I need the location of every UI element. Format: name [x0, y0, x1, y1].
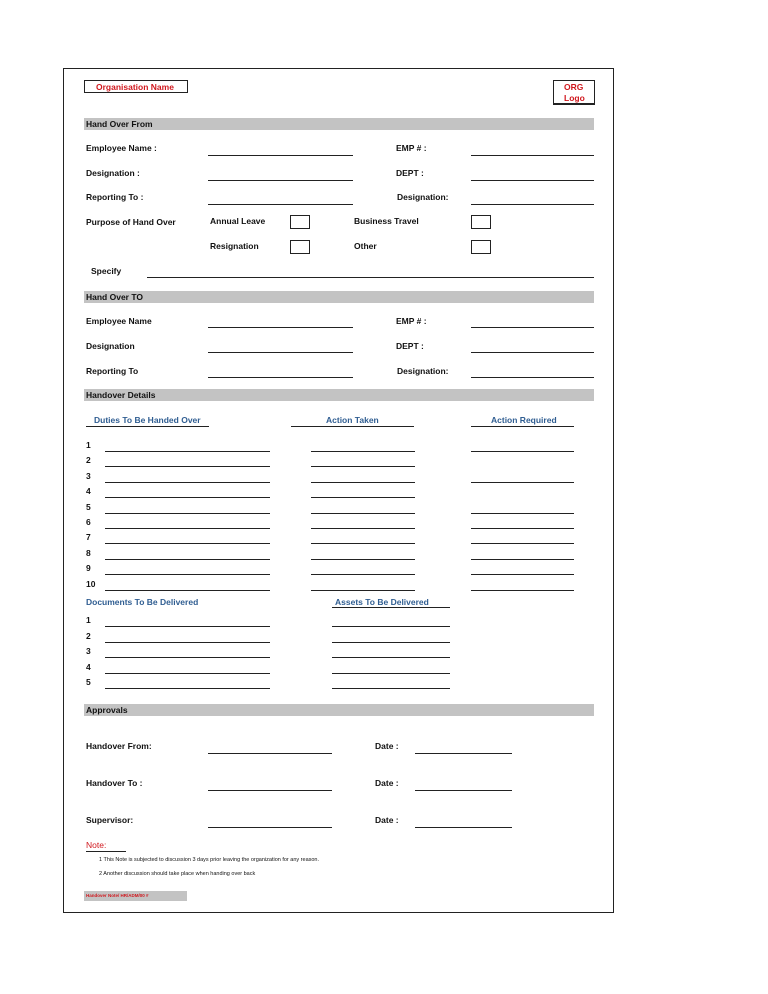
field-to-emp-no[interactable]: [471, 327, 594, 328]
duty-line[interactable]: [105, 497, 270, 498]
duty-row-number: 3: [86, 470, 91, 481]
label-supervisor: Supervisor:: [86, 815, 134, 825]
col-header-action-taken-underline: [291, 426, 414, 427]
document-line[interactable]: [105, 688, 270, 689]
checkbox-other[interactable]: [471, 240, 491, 254]
field-to-designation[interactable]: [208, 352, 353, 353]
action-required-line[interactable]: [471, 451, 574, 452]
checkbox-business-travel[interactable]: [471, 215, 491, 229]
action-taken-line[interactable]: [311, 590, 415, 591]
label-dept: DEPT :: [396, 168, 424, 178]
duty-row-number: 10: [86, 578, 96, 589]
section-hand-over-from: [84, 118, 594, 130]
asset-line[interactable]: [332, 688, 450, 689]
col-header-action-taken: Action Taken: [326, 415, 379, 425]
duty-row-number: 8: [86, 547, 91, 558]
duty-row-number: 9: [86, 563, 91, 574]
field-emp-no[interactable]: [471, 155, 594, 156]
label-purpose: Purpose of Hand Over: [86, 217, 176, 227]
note-line-2: 2 Another discussion should take place when handing over back: [99, 871, 256, 877]
section-title: Hand Over TO: [86, 292, 143, 302]
duty-line[interactable]: [105, 528, 270, 529]
action-taken-line[interactable]: [311, 574, 415, 575]
doc-row-number: 2: [86, 630, 91, 641]
field-designation-2[interactable]: [471, 204, 594, 205]
asset-line[interactable]: [332, 657, 450, 658]
duty-row-number: 2: [86, 455, 91, 466]
col-header-duties-underline: [86, 426, 209, 427]
label-other: Other: [354, 241, 377, 251]
field-reporting-to[interactable]: [208, 204, 353, 205]
document-line[interactable]: [105, 657, 270, 658]
action-taken-line[interactable]: [311, 451, 415, 452]
label-reporting-to: Reporting To :: [86, 192, 144, 202]
label-to-designation: Designation: [86, 341, 135, 351]
form-border: [63, 68, 614, 913]
duty-line[interactable]: [105, 559, 270, 560]
document-line[interactable]: [105, 642, 270, 643]
org-logo-line2: Logo: [564, 93, 585, 103]
field-to-dept[interactable]: [471, 352, 594, 353]
duty-line[interactable]: [105, 451, 270, 452]
action-required-line[interactable]: [471, 482, 574, 483]
duty-line[interactable]: [105, 466, 270, 467]
action-taken-line[interactable]: [311, 559, 415, 560]
label-to-emp-no: EMP # :: [396, 316, 427, 326]
org-logo-line1: ORG: [564, 82, 584, 92]
duty-line[interactable]: [105, 513, 270, 514]
label-to-dept: DEPT :: [396, 341, 424, 351]
note-line-1: 1 This Note is subjected to discussion 3 days prior leaving the organization for any reason.: [99, 857, 320, 863]
label-to-employee-name: Employee Name: [86, 316, 152, 326]
col-header-action-required-underline: [471, 426, 574, 427]
section-hand-over-to: [84, 291, 594, 303]
assets-title-underline: [332, 607, 450, 608]
field-specify[interactable]: [147, 277, 594, 278]
action-taken-line[interactable]: [311, 482, 415, 483]
duty-row-number: 4: [86, 486, 91, 497]
section-handover-details: [84, 389, 594, 401]
field-dept[interactable]: [471, 180, 594, 181]
field-date-3[interactable]: [415, 827, 512, 828]
section-title: Hand Over From: [86, 119, 153, 129]
docs-title: Documents To Be Delivered: [86, 597, 199, 607]
action-required-line[interactable]: [471, 559, 574, 560]
label-resignation: Resignation: [210, 241, 259, 251]
action-taken-line[interactable]: [311, 528, 415, 529]
label-employee-name: Employee Name :: [86, 143, 157, 153]
asset-line[interactable]: [332, 642, 450, 643]
label-annual-leave: Annual Leave: [210, 216, 266, 226]
action-taken-line[interactable]: [311, 543, 415, 544]
col-header-duties: Duties To Be Handed Over: [94, 415, 201, 425]
doc-row-number: 5: [86, 677, 91, 687]
action-required-line[interactable]: [471, 574, 574, 575]
duty-line[interactable]: [105, 543, 270, 544]
field-handover-from-sign[interactable]: [208, 753, 332, 754]
doc-row-number: 1: [86, 615, 91, 625]
checkbox-annual-leave[interactable]: [290, 215, 310, 229]
field-to-employee-name[interactable]: [208, 327, 353, 328]
asset-line[interactable]: [332, 626, 450, 627]
field-date-2[interactable]: [415, 790, 512, 791]
section-title: Approvals: [86, 705, 128, 715]
action-taken-line[interactable]: [311, 466, 415, 467]
label-to-reporting-to: Reporting To: [86, 366, 139, 376]
note-title-underline: [86, 851, 126, 852]
label-designation-2: Designation:: [397, 192, 449, 202]
doc-row-number: 4: [86, 661, 91, 672]
duty-line[interactable]: [105, 482, 270, 483]
duty-line[interactable]: [105, 590, 270, 591]
label-date-3: Date :: [375, 815, 399, 825]
org-name: Organisation Name: [96, 82, 174, 92]
action-required-line[interactable]: [471, 528, 574, 529]
action-taken-line[interactable]: [311, 497, 415, 498]
duty-row-number: 1: [86, 440, 91, 450]
label-specify: Specify: [91, 266, 122, 276]
duty-row-number: 5: [86, 501, 91, 512]
field-employee-name[interactable]: [208, 155, 353, 156]
field-to-designation-2[interactable]: [471, 377, 594, 378]
field-designation[interactable]: [208, 180, 353, 181]
doc-row-number: 3: [86, 646, 91, 656]
action-required-line[interactable]: [471, 543, 574, 544]
label-to-designation-2: Designation:: [397, 366, 449, 376]
footer-reference: Handover Note/ HR/ADM/00 #: [86, 893, 149, 898]
field-date-1[interactable]: [415, 753, 512, 754]
asset-line[interactable]: [332, 673, 450, 674]
action-required-line[interactable]: [471, 590, 574, 591]
action-required-line[interactable]: [471, 513, 574, 514]
checkbox-resignation[interactable]: [290, 240, 310, 254]
field-supervisor-sign[interactable]: [208, 827, 332, 828]
col-header-action-required: Action Required: [491, 415, 557, 425]
label-handover-from: Handover From:: [86, 741, 152, 751]
label-handover-to: Handover To :: [86, 778, 143, 788]
label-business-travel: Business Travel: [354, 216, 419, 226]
section-title: Handover Details: [86, 390, 156, 400]
label-emp-no: EMP # :: [396, 143, 427, 153]
field-handover-to-sign[interactable]: [208, 790, 332, 791]
duty-line[interactable]: [105, 574, 270, 575]
assets-title: Assets To Be Delivered: [335, 597, 429, 607]
label-designation: Designation :: [86, 168, 140, 178]
section-approvals: [84, 704, 594, 716]
document-line[interactable]: [105, 626, 270, 627]
document-line[interactable]: [105, 673, 270, 674]
label-date-1: Date :: [375, 741, 399, 751]
label-date-2: Date :: [375, 778, 399, 788]
duty-row-number: 6: [86, 517, 91, 527]
field-to-reporting-to[interactable]: [208, 377, 353, 378]
action-taken-line[interactable]: [311, 513, 415, 514]
duty-row-number: 7: [86, 532, 91, 543]
note-title: Note:: [86, 840, 107, 850]
